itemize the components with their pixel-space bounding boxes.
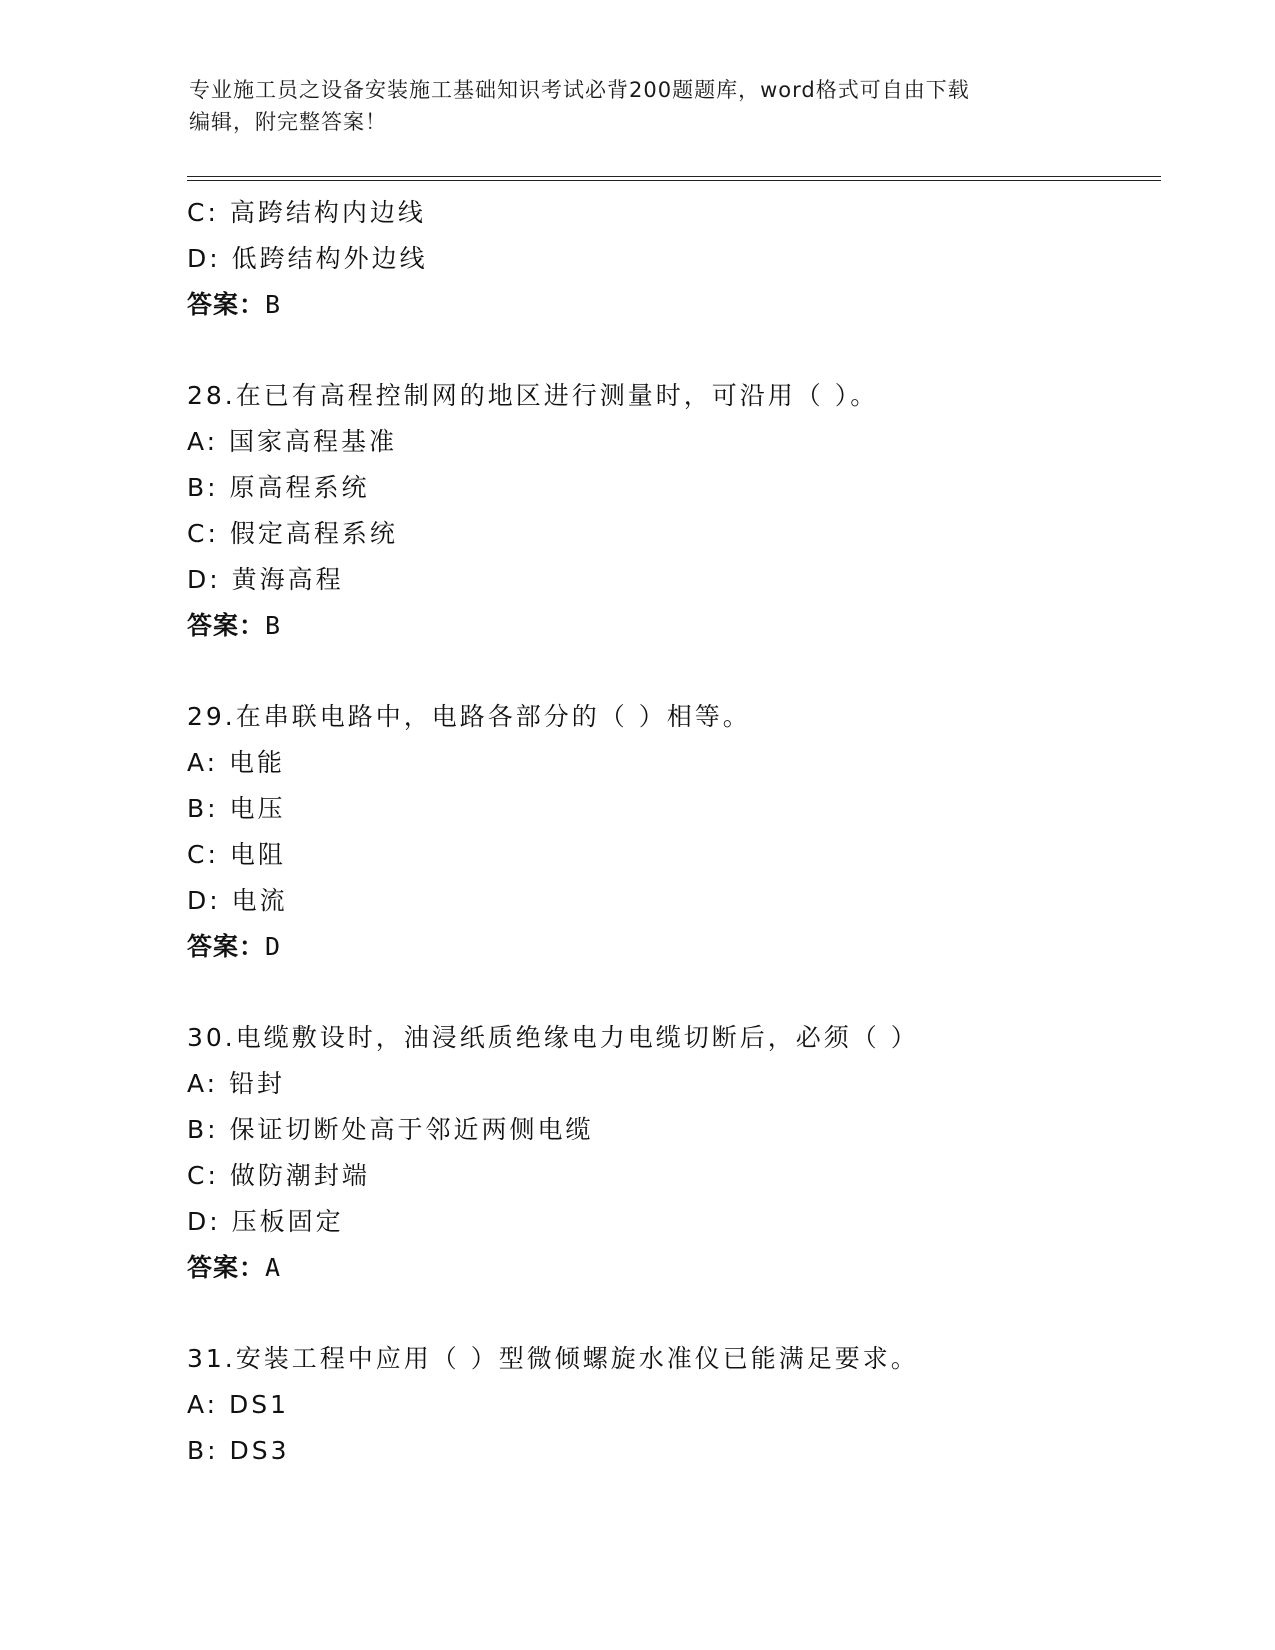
question-text: 30.电缆敷设时，油浸纸质绝缘电力电缆切断后，必须（ ） — [187, 1023, 919, 1052]
option-d: D: 低跨结构外边线 — [187, 244, 428, 273]
header-line-2: 编辑，附完整答案！ — [189, 110, 387, 134]
question-29 — [187, 694, 1167, 970]
question-text: 29.在串联电路中，电路各部分的（ ）相等。 — [187, 702, 751, 731]
answer-line — [187, 1245, 1167, 1291]
answer-line — [187, 603, 1167, 649]
carry-over-block — [187, 190, 1167, 328]
option-b: B: 保证切断处高于邻近两侧电缆 — [187, 1115, 594, 1144]
answer-label: 答案： — [187, 611, 266, 640]
answer-line — [187, 924, 1167, 970]
option-a: A: DS1 — [187, 1390, 290, 1419]
answer-value: D — [265, 932, 282, 961]
answer-value: A — [265, 1253, 282, 1282]
answer-label: 答案： — [187, 290, 266, 319]
option-d: D: 黄海高程 — [187, 565, 344, 594]
question-text: 28.在已有高程控制网的地区进行测量时，可沿用（ ）。 — [187, 381, 879, 410]
document-header — [189, 74, 1079, 138]
header-line-1: 专业施工员之设备安装施工基础知识考试必背200题题库，word格式可自由下载 — [189, 78, 970, 102]
answer-label: 答案： — [187, 1253, 266, 1282]
option-d: D: 电流 — [187, 886, 288, 915]
answer-value: B — [265, 290, 282, 319]
answer-value: B — [265, 611, 282, 640]
option-c: C: 假定高程系统 — [187, 519, 398, 548]
question-28 — [187, 373, 1167, 649]
option-a: A: 铅封 — [187, 1069, 286, 1098]
option-c: C: 高跨结构内边线 — [187, 198, 426, 227]
question-31 — [187, 1336, 1167, 1474]
option-c: C: 做防潮封端 — [187, 1161, 370, 1190]
question-30 — [187, 1015, 1167, 1291]
option-b: B: 原高程系统 — [187, 473, 370, 502]
question-list — [187, 190, 1167, 1474]
answer-label: 答案： — [187, 932, 266, 961]
option-b: B: DS3 — [187, 1436, 290, 1465]
question-text: 31.安装工程中应用（ ）型微倾螺旋水准仪已能满足要求。 — [187, 1344, 919, 1373]
option-c: C: 电阻 — [187, 840, 286, 869]
option-b: B: 电压 — [187, 794, 286, 823]
option-a: A: 国家高程基准 — [187, 427, 398, 456]
header-divider — [187, 176, 1161, 181]
option-d: D: 压板固定 — [187, 1207, 344, 1236]
option-a: A: 电能 — [187, 748, 286, 777]
answer-line — [187, 282, 1167, 328]
